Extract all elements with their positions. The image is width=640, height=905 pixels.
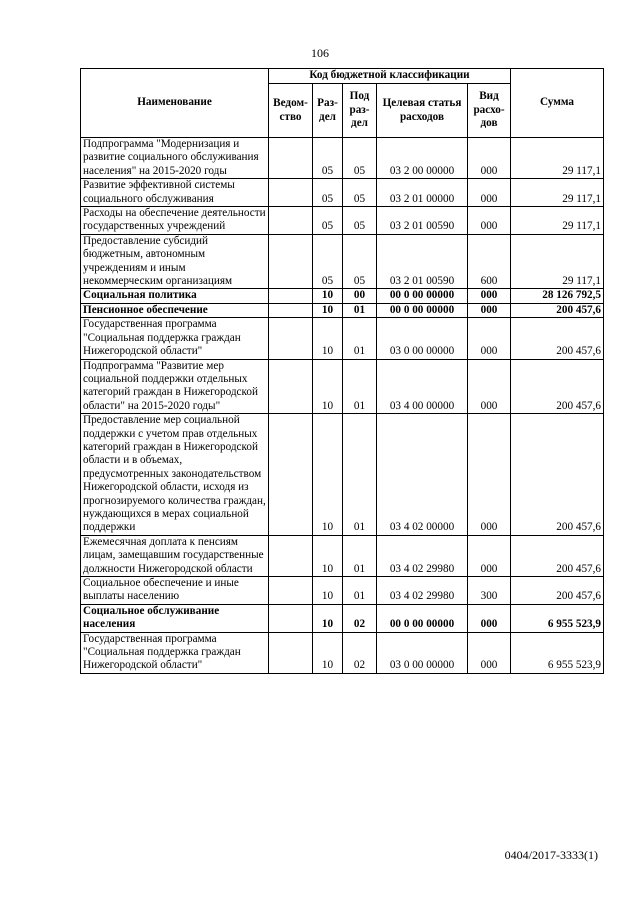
cell-vedomstvo <box>269 234 313 289</box>
cell-name: Предоставление субсидий бюджетным, автономным учреждениям и иным некоммерческим организациям <box>81 234 269 289</box>
cell-name: Расходы на обеспечение деятельности государственных учреждений <box>81 207 269 235</box>
header-name: Наименование <box>81 69 269 138</box>
table-row <box>81 359 604 414</box>
cell-razdel: 10 <box>313 289 343 303</box>
cell-razdel: 10 <box>313 632 343 673</box>
cell-sum: 29 117,1 <box>511 138 604 179</box>
cell-expense-type: 000 <box>468 414 511 536</box>
cell-name: Подпрограмма "Модернизация и развитие социального обслуживания населения" на 2015-2020 годы <box>81 138 269 179</box>
cell-razdel: 05 <box>313 234 343 289</box>
cell-target-article: 03 2 01 00590 <box>377 207 468 235</box>
header-razdel: Раз-дел <box>313 84 343 138</box>
page-number: 106 <box>311 46 329 60</box>
cell-podrazdel: 05 <box>343 207 377 235</box>
table-header <box>81 69 604 138</box>
cell-razdel: 05 <box>313 207 343 235</box>
cell-target-article: 03 4 00 00000 <box>377 359 468 414</box>
table-row <box>81 577 604 605</box>
cell-podrazdel: 05 <box>343 179 377 207</box>
cell-target-article: 00 0 00 00000 <box>377 289 468 303</box>
table-row <box>81 138 604 179</box>
cell-razdel: 10 <box>313 535 343 576</box>
cell-razdel: 10 <box>313 303 343 317</box>
table-row <box>81 604 604 632</box>
cell-expense-type: 000 <box>468 179 511 207</box>
cell-vedomstvo <box>269 359 313 414</box>
cell-name: Социальное обеспечение и иные выплаты населению <box>81 577 269 605</box>
header-sum: Сумма <box>511 69 604 138</box>
cell-target-article: 03 4 02 29980 <box>377 577 468 605</box>
table-row <box>81 414 604 536</box>
cell-expense-type: 000 <box>468 318 511 359</box>
cell-podrazdel: 05 <box>343 138 377 179</box>
cell-expense-type: 000 <box>468 289 511 303</box>
cell-sum: 200 457,6 <box>511 318 604 359</box>
cell-sum: 6 955 523,9 <box>511 632 604 673</box>
header-podrazdel: Под раз-дел <box>343 84 377 138</box>
budget-table <box>80 68 604 674</box>
cell-sum: 200 457,6 <box>511 535 604 576</box>
table-row <box>81 207 604 235</box>
cell-podrazdel: 01 <box>343 414 377 536</box>
header-expense-type: Вид расхо-дов <box>468 84 511 138</box>
table-row <box>81 289 604 303</box>
cell-sum: 200 457,6 <box>511 359 604 414</box>
cell-expense-type: 000 <box>468 138 511 179</box>
cell-razdel: 10 <box>313 359 343 414</box>
cell-sum: 29 117,1 <box>511 234 604 289</box>
cell-vedomstvo <box>269 632 313 673</box>
cell-target-article: 00 0 00 00000 <box>377 604 468 632</box>
cell-expense-type: 000 <box>468 604 511 632</box>
cell-name: Пенсионное обеспечение <box>81 303 269 317</box>
cell-name: Государственная программа "Социальная поддержка граждан Нижегородской области" <box>81 632 269 673</box>
cell-podrazdel: 05 <box>343 234 377 289</box>
cell-target-article: 03 2 00 00000 <box>377 138 468 179</box>
cell-podrazdel: 01 <box>343 359 377 414</box>
cell-razdel: 05 <box>313 138 343 179</box>
cell-sum: 29 117,1 <box>511 207 604 235</box>
cell-vedomstvo <box>269 604 313 632</box>
cell-target-article: 03 2 01 00000 <box>377 179 468 207</box>
cell-razdel: 05 <box>313 179 343 207</box>
cell-vedomstvo <box>269 138 313 179</box>
cell-name: Предоставление мер социальной поддержки с учетом прав отдельных категорий граждан в Нижегородской области и в объемах, предусмотренных законодательством Нижегородской области, исходя из прогнозируемого количества граждан, нуждающихся в мерах социальной поддержки <box>81 414 269 536</box>
table-row <box>81 318 604 359</box>
cell-podrazdel: 00 <box>343 289 377 303</box>
cell-vedomstvo <box>269 207 313 235</box>
cell-razdel: 10 <box>313 414 343 536</box>
cell-sum: 200 457,6 <box>511 577 604 605</box>
cell-sum: 6 955 523,9 <box>511 604 604 632</box>
cell-sum: 29 117,1 <box>511 179 604 207</box>
document-code: 0404/2017-3333(1) <box>504 848 598 862</box>
cell-name: Социальное обслуживание населения <box>81 604 269 632</box>
cell-name: Государственная программа "Социальная поддержка граждан Нижегородской области" <box>81 318 269 359</box>
cell-target-article: 03 4 02 00000 <box>377 414 468 536</box>
cell-expense-type: 000 <box>468 207 511 235</box>
header-target-article: Целевая статья расходов <box>377 84 468 138</box>
cell-name: Социальная политика <box>81 289 269 303</box>
table-row <box>81 303 604 317</box>
cell-sum: 28 126 792,5 <box>511 289 604 303</box>
cell-expense-type: 600 <box>468 234 511 289</box>
cell-razdel: 10 <box>313 577 343 605</box>
cell-target-article: 03 2 01 00590 <box>377 234 468 289</box>
header-vedomstvo: Ведом-ство <box>269 84 313 138</box>
cell-target-article: 03 0 00 00000 <box>377 318 468 359</box>
cell-podrazdel: 02 <box>343 632 377 673</box>
cell-sum: 200 457,6 <box>511 303 604 317</box>
cell-name: Развитие эффективной системы социального обслуживания <box>81 179 269 207</box>
cell-vedomstvo <box>269 289 313 303</box>
table-row <box>81 535 604 576</box>
cell-podrazdel: 01 <box>343 535 377 576</box>
cell-expense-type: 000 <box>468 359 511 414</box>
cell-vedomstvo <box>269 535 313 576</box>
cell-podrazdel: 02 <box>343 604 377 632</box>
cell-target-article: 00 0 00 00000 <box>377 303 468 317</box>
cell-target-article: 03 4 02 29980 <box>377 535 468 576</box>
cell-vedomstvo <box>269 577 313 605</box>
table-body <box>81 138 604 674</box>
cell-vedomstvo <box>269 318 313 359</box>
cell-target-article: 03 0 00 00000 <box>377 632 468 673</box>
cell-name: Ежемесячная доплата к пенсиям лицам, замещавшим государственные должности Нижегородской области <box>81 535 269 576</box>
cell-expense-type: 000 <box>468 303 511 317</box>
cell-name: Подпрограмма "Развитие мер социальной поддержки отдельных категорий граждан в Нижегородской области" на 2015-2020 годы" <box>81 359 269 414</box>
table-row <box>81 234 604 289</box>
cell-expense-type: 000 <box>468 632 511 673</box>
cell-sum: 200 457,6 <box>511 414 604 536</box>
cell-expense-type: 300 <box>468 577 511 605</box>
table-row <box>81 179 604 207</box>
cell-podrazdel: 01 <box>343 577 377 605</box>
cell-podrazdel: 01 <box>343 318 377 359</box>
cell-vedomstvo <box>269 303 313 317</box>
cell-razdel: 10 <box>313 318 343 359</box>
cell-vedomstvo <box>269 414 313 536</box>
cell-expense-type: 000 <box>468 535 511 576</box>
header-budget-classification: Код бюджетной классификации <box>269 69 511 84</box>
cell-vedomstvo <box>269 179 313 207</box>
table-row <box>81 632 604 673</box>
cell-podrazdel: 01 <box>343 303 377 317</box>
cell-razdel: 10 <box>313 604 343 632</box>
